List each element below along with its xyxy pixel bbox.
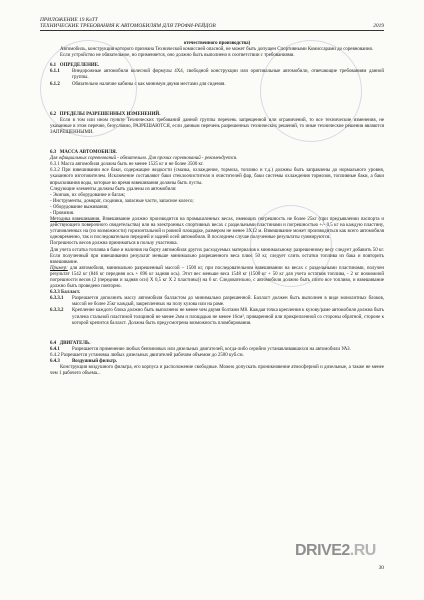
item-6-3-3: 6.3.3 Балласт.: [50, 290, 81, 296]
watermark-logo: DRIVE2.RU: [295, 542, 376, 559]
header-year: 2019: [373, 23, 384, 30]
page-number: 30: [378, 565, 384, 571]
section-6-1-heading: 6.1 ОПРЕДЕЛЕНИЕ.: [50, 63, 100, 69]
paragraph: Конструкция воздушного фильтра, его корпуса и расположение свободные. Можно допускать проникновение атмосферной и дизельные, а также не менее чем 1 рабочего объема...: [50, 365, 384, 377]
list-item: - Оборудование выживания;: [50, 204, 109, 210]
section-6-4-heading: 6.4 ДВИГАТЕЛЬ.: [50, 340, 91, 346]
item-6-1-1: 6.1.1 Внедорожные автомобили колесной формулы 4Х4, свободной конструкции или оригинальные автомобили, отвечающие требованиям данной группы.: [50, 69, 384, 81]
paragraph: Погрешность весов должна приниматься в пользу участника.: [50, 241, 178, 247]
header-line1: ПРИЛОЖЕНИЕ 19 КвТТ: [40, 17, 98, 23]
item-6-1-2: 6.1.2 Обязательно наличие кабины с как минимум двумя местами для сидения.: [50, 81, 226, 87]
item-6-3-1: 6.3.1 Масса автомобиля должна быть не менее 1525 кг и не более 3500 кг.: [50, 162, 204, 168]
list-item: - Провизия.: [50, 210, 75, 216]
paragraph: Для учета остатка топлива в баке и наличия на борту автомобиля других расходуемых материалов к минимальному разрешенному весу следует добавить 50 кг. Если полученный при взвешивании результат меньше минимально разрешенного веса плюс 50 кг, следует слить остатки топлива из бака и повторить взвешивание.: [50, 247, 384, 265]
page-header: [40, 17, 384, 31]
weighing-method: Методика взвешивания. Взвешивание должно производится на промышленных весах, имеющих погрешность не более 25кг (при предъявлении паспорта и действующего поверочного свидетельства) или на электронных спортивных весах с раздельными пластинами и погрешностью +/- 0,5 кг на каждую пластину, установленных на (по возможности) горизонтальной и ровной площадке, размером не менее 3Х12 м. Взвешивание может производиться как всего автомобиля одновременно, так и последовательно передней и задней осей автомобиля. В последнем случае полученные результаты суммируются.: [50, 217, 384, 241]
remove-intro: Следующие элементы должны быть удалены из автомобиля:: [50, 186, 177, 192]
section-6-3-heading: 6.3 МАССА АВТОМОБИЛЯ.: [50, 150, 117, 156]
section-6-2-heading: 6.2 ПРЕДЕЛЫ РАЗРЕШЕННЫХ ИЗМЕНЕНИЙ.: [50, 111, 161, 117]
fragment-heading: отечественного производства): [183, 41, 251, 46]
item-6-4-1: 6.4.1 Разрешается применение любых бензиновых или дизельных двигателей, когда-либо серийно устанавливавшихся на автомобили УАЗ.: [50, 346, 351, 352]
item-6-3-3-1: 6.3.3.1 Разрешается дополнить массу автомобиля балластом до минимально разрешенной. Балласт должен быть выполнен в виде монолитных блоков, массой не более 25кг каждый, закрепленных на полу кузова или на раме.: [50, 296, 384, 308]
list-item: - Инструменты, домкрат, сходники, запасные части, запасное колесо;: [50, 198, 194, 204]
item-6-4-2: 6.4.2 Разрешается установка любых дизельных двигателей рабочим объемом до 2500 куб.см.: [50, 352, 244, 358]
section-note: Для официальных соревнований - обязательно. Для прочих соревнований - рекомендуется.: [50, 156, 238, 162]
paragraph: Если устройство не обязательное, но применяется, оно должно быть выполнено в соответствии с требованиями.: [60, 53, 295, 59]
document-body: [50, 41, 384, 377]
list-item: - Экипаж, их оборудование и багаж;: [50, 192, 126, 198]
header-title: ТЕХНИЧЕСКИЕ ТРЕБОВАНИЯ К АВТОМОБИЛЯМ ДЛЯ ТРОФИ-РЕЙДОВ: [40, 23, 216, 30]
item-6-3-3-2: 6.3.3.2 Крепление каждого блока должно быть выполнено не менее чем двумя болтами М8. Каждая точка крепления к кузову/раме автомобиля должна быть усилена стальной пластиной толщиной не менее 2мм и площадью не менее 16см², приваренной или прикрепленной со стороны обратной, стороне к которой крепится балласт. Должна быть предусмотрена возможность пломбирования.: [50, 308, 384, 326]
item-6-4-3: 6.4.3 Воздушный фильтр.: [50, 359, 118, 365]
example-paragraph: Пример: для автомобиля, минимально разрешенный массой – 1500 кг, при последовательном взвешивании на весах с раздельными пластинами, получен результат 1542 кг (846 кг передняя ось + 696 кг задняя ось). Этот вес меньше веса 1548 кг (1500 кг + 50 кг для учета остатков топлива, - 2 кг возможной погрешности весов (2 (передняя и задняя оси) Х 0,5 кг Х 2 пластины)) на 6 кг. Следовательно, с автомобиля должно быть слито все топливо, и взвешивание должно быть проведено повторно.: [50, 265, 384, 290]
paragraph: Автомобиль, конструкция которого признана Технической комиссией опасной, не может быть допущен Спортивными Комиссарами до соревнования.: [60, 47, 373, 53]
paragraph: Если в том или ином пункте Технических требований данной группы перечень запрещенной или ограничений, то все технические изменения, не указанные в этом перечне, безусловно, РАЗРЕШАЮТСЯ, если данным перечень разрешенных технических решений, то иные технические решения являются ЗАПРЕЩЕННЫМИ.: [50, 117, 384, 135]
item-6-3-2: 6.3.2 При взвешивании все баки, содержащие жидкости (смазка, охлаждение, тормоза, топливо и т.д.) должны быть заправлены до нормального уровня, указанного изготовителем. Исключение составляют баки стеклоочистителя и очистителей фар, баки системы охлаждения тормозов, топливные баки, а баки впрыскивания воды, которые во время взвешивания должны быть пусты.: [50, 168, 384, 186]
